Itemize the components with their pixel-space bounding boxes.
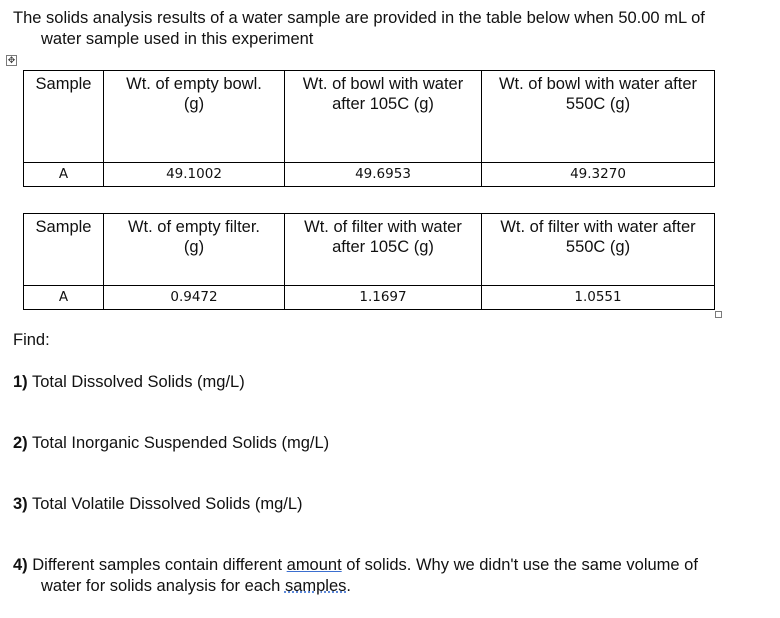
question-3-number: 3) (13, 495, 28, 513)
header-filter-105: Wt. of filter with water after 105C (g) (285, 214, 482, 286)
header-empty-bowl: Wt. of empty bowl. (g) (104, 71, 285, 163)
find-label: Find: (13, 331, 50, 349)
cell-filter-550: 1.0551 (482, 286, 715, 310)
intro-line-2: water sample used in this experiment (41, 30, 314, 48)
question-4-text-a: Different samples contain different (32, 556, 283, 574)
grammar-flag-samples: samples (284, 577, 347, 595)
cell-filter-105: 1.1697 (285, 286, 482, 310)
cell-sample: A (24, 163, 104, 187)
question-1-number: 1) (13, 373, 28, 391)
header-bowl-550: Wt. of bowl with water after 550C (g) (482, 71, 715, 163)
question-4-line-1 (13, 555, 773, 576)
cell-empty-filter: 0.9472 (104, 286, 285, 310)
question-4-number: 4) (13, 556, 28, 574)
table-header-row (24, 214, 715, 286)
grammar-flag-amount: amount (286, 556, 342, 574)
header-empty-filter: Wt. of empty filter. (g) (104, 214, 285, 286)
header-bowl-105: Wt. of bowl with water after 105C (g) (285, 71, 482, 163)
intro-line-1: The solids analysis results of a water sample are provided in the table below when 50.00 mL of (13, 9, 705, 27)
question-4-text-b: of solids. Why we didn't use the same volume of (346, 556, 698, 574)
table-resize-handle-icon[interactable] (715, 311, 722, 318)
question-4-period: . (346, 577, 351, 595)
intro-paragraph (13, 8, 775, 50)
filter-weights-table (23, 213, 715, 310)
header-sample: Sample (24, 214, 104, 286)
question-4-line-2 (13, 576, 773, 597)
question-3 (13, 494, 773, 515)
cell-bowl-105: 49.6953 (285, 163, 482, 187)
question-2 (13, 433, 773, 454)
header-sample: Sample (24, 71, 104, 163)
question-4 (13, 555, 773, 597)
question-1 (13, 372, 773, 393)
question-2-number: 2) (13, 434, 28, 452)
header-filter-550: Wt. of filter with water after 550C (g) (482, 214, 715, 286)
cell-sample: A (24, 286, 104, 310)
question-4-text-c: water for solids analysis for each (41, 577, 281, 595)
table-row (24, 163, 715, 187)
cell-empty-bowl: 49.1002 (104, 163, 285, 187)
table-move-handle-icon[interactable]: ✥ (7, 55, 16, 65)
table-header-row (24, 71, 715, 163)
question-3-text: Total Volatile Dissolved Solids (mg/L) (31, 495, 303, 513)
question-2-text: Total Inorganic Suspended Solids (mg/L) (31, 434, 330, 452)
cell-bowl-550: 49.3270 (482, 163, 715, 187)
bowl-weights-table (23, 70, 715, 187)
table-row (24, 286, 715, 310)
question-1-text: Total Dissolved Solids (mg/L) (31, 373, 245, 391)
